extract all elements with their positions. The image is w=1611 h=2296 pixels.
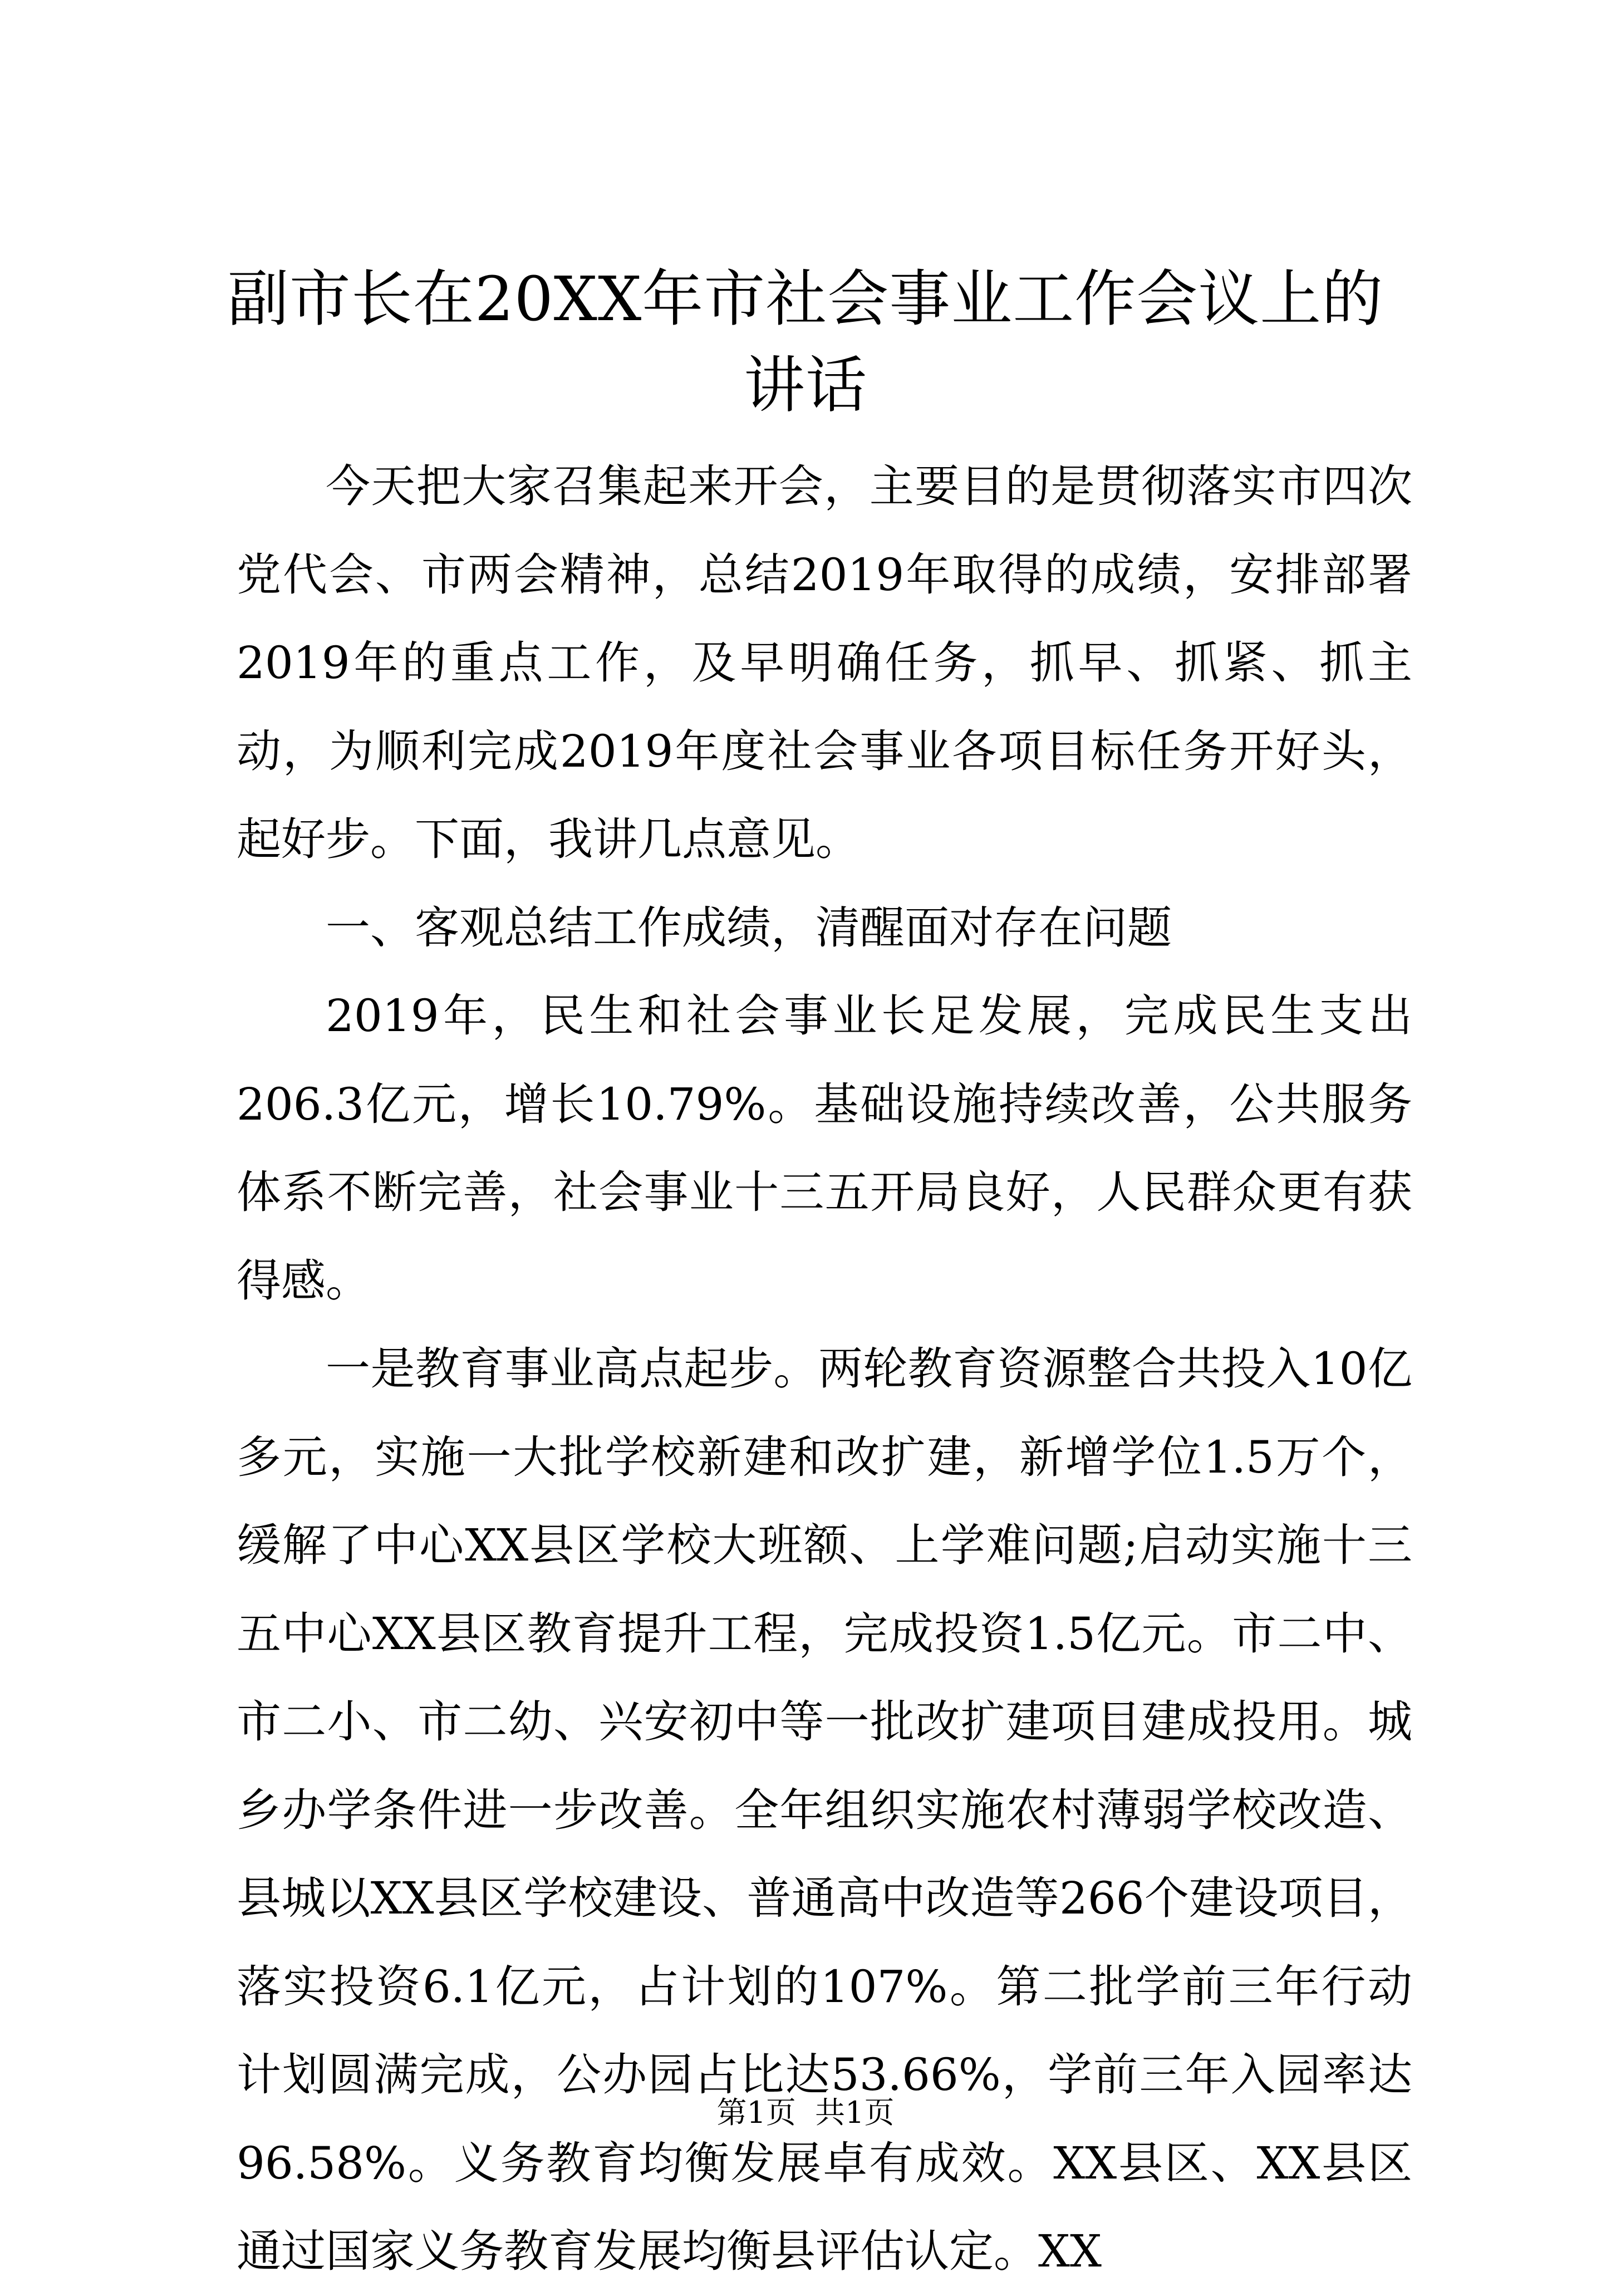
paragraph-summary: 2019年，民生和社会事业长足发展，完成民生支出206.3亿元，增长10.79%。基础设施持续改善，公共服务体系不断完善，社会事业十三五开局良好，人民群众更有获得感。: [237, 990, 1412, 1307]
section-heading-1: 一、客观总结工作成绩，清醒面对存在问题: [326, 901, 1172, 954]
paragraph-intro: 今天把大家召集起来开会，主要目的是贯彻落实市四次党代会、市两会精神，总结2019年取得的成绩，安排部署2019年的重点工作，及早明确任务，抓早、抓紧、抓主动，为顺利完成2019年度社会事业各项目标任务开好头，起好步。下面，我讲几点意见。: [237, 460, 1412, 865]
page-total: 共1页: [815, 2095, 895, 2130]
page-footer: [0, 2093, 1611, 2132]
paragraph-education: 一是教育事业高点起步。两轮教育资源整合共投入10亿多元，实施一大批学校新建和改扩建，新增学位1.5万个，缓解了中心XX县区学校大班额、上学难问题;启动实施十三五中心XX县区教育提升工程，完成投资1.5亿元。市二中、市二小、市二幼、兴安初中等一批改扩建项目建成投用。城乡办学条件进一步改善。全年组织实施农村薄弱学校改造、县城以XX县区学校建设、普通高中改造等266个建设项目，落实投资6.1亿元，占计划的107%。第二批学前三年行动计划圆满完成，公办园占比达53.66%，学前三年入园率达96.58%。义务教育均衡发展卓有成效。XX县区、XX县区通过国家义务教育发展均衡县评估认定。XX: [237, 1343, 1412, 2277]
document-title: 副市长在20XX年市社会事业工作会议上的讲话: [227, 263, 1384, 421]
document-body: [237, 443, 1412, 2296]
footer-spacer: [796, 2095, 815, 2130]
page-number: 第1页: [716, 2095, 796, 2130]
